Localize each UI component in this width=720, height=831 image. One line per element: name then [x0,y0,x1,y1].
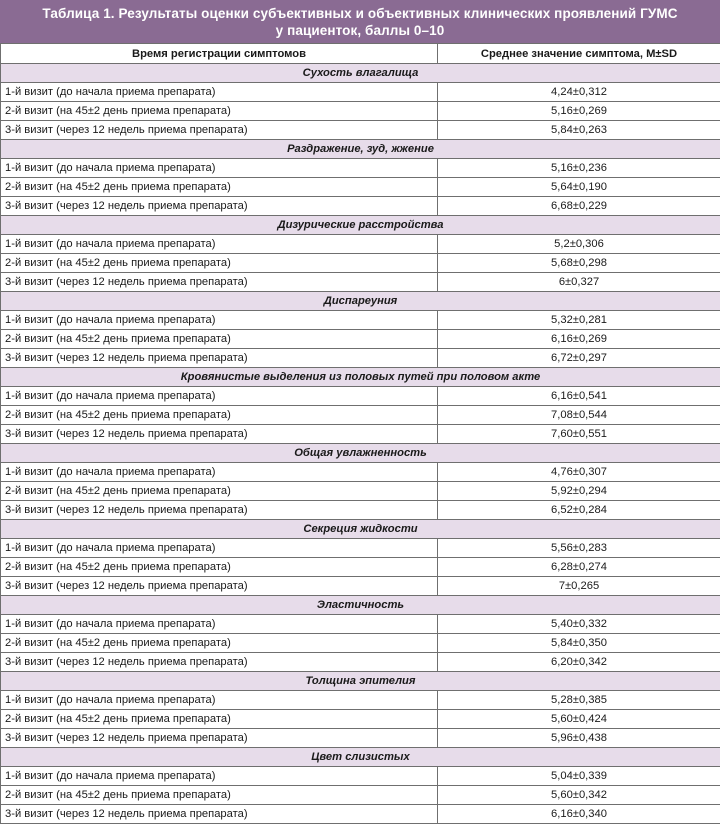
table-row [1,786,720,805]
section-row [1,520,720,539]
value-cell: 4,24±0,312 [438,83,720,102]
value-cell: 5,40±0,332 [438,615,720,634]
value-cell: 6,68±0,229 [438,197,720,216]
section-title: Сухость влагалища [1,64,720,83]
table-row [1,235,720,254]
visit-cell: 2-й визит (на 45±2 день приема препарата) [1,482,438,501]
table-row [1,482,720,501]
table-title-line1: Таблица 1. Результаты оценки субъективных и объективных клинических проявлений ГУМС [42,6,678,21]
section-title: Кровянистые выделения из половых путей при половом акте [1,368,720,387]
visit-cell: 1-й визит (до начала приема препарата) [1,311,438,330]
value-cell: 5,28±0,385 [438,691,720,710]
table-row [1,406,720,425]
section-row [1,64,720,83]
value-cell: 6,28±0,274 [438,558,720,577]
visit-cell: 1-й визит (до начала приема препарата) [1,159,438,178]
table-row [1,577,720,596]
visit-cell: 3-й визит (через 12 недель приема препарата) [1,501,438,520]
column-header-mean: Среднее значение симптома, M±SD [438,44,720,64]
value-cell: 5,60±0,424 [438,710,720,729]
visit-cell: 2-й визит (на 45±2 день приема препарата) [1,558,438,577]
visit-cell: 2-й визит (на 45±2 день приема препарата) [1,406,438,425]
table-row [1,197,720,216]
table-row [1,330,720,349]
table-row [1,463,720,482]
section-title: Раздражение, зуд, жжение [1,140,720,159]
table-row [1,634,720,653]
visit-cell: 2-й визит (на 45±2 день приема препарата) [1,102,438,121]
section-row [1,368,720,387]
table-row [1,311,720,330]
section-row [1,596,720,615]
column-header-time: Время регистрации симптомов [1,44,438,64]
section-title: Секреция жидкости [1,520,720,539]
visit-cell: 2-й визит (на 45±2 день приема препарата) [1,710,438,729]
visit-cell: 3-й визит (через 12 недель приема препарата) [1,577,438,596]
section-row [1,292,720,311]
value-cell: 6,52±0,284 [438,501,720,520]
section-title: Цвет слизистых [1,748,720,767]
visit-cell: 1-й визит (до начала приема препарата) [1,767,438,786]
section-title: Общая увлажненность [1,444,720,463]
visit-cell: 2-й визит (на 45±2 день приема препарата) [1,786,438,805]
value-cell: 5,84±0,263 [438,121,720,140]
visit-cell: 2-й визит (на 45±2 день приема препарата) [1,178,438,197]
visit-cell: 2-й визит (на 45±2 день приема препарата) [1,254,438,273]
visit-cell: 3-й визит (через 12 недель приема препарата) [1,729,438,748]
table-row [1,558,720,577]
table-row [1,729,720,748]
table-title [0,0,720,43]
value-cell: 5,16±0,236 [438,159,720,178]
table-row [1,691,720,710]
visit-cell: 1-й визит (до начала приема препарата) [1,463,438,482]
value-cell: 6,16±0,340 [438,805,720,824]
visit-cell: 1-й визит (до начала приема препарата) [1,615,438,634]
visit-cell: 3-й визит (через 12 недель приема препарата) [1,349,438,368]
table-row [1,254,720,273]
table-body [1,64,720,824]
value-cell: 6,16±0,541 [438,387,720,406]
visit-cell: 3-й визит (через 12 недель приема препарата) [1,425,438,444]
visit-cell: 3-й визит (через 12 недель приема препарата) [1,653,438,672]
visit-cell: 3-й визит (через 12 недель приема препарата) [1,273,438,292]
section-title: Толщина эпителия [1,672,720,691]
section-title: Эластичность [1,596,720,615]
table-row [1,653,720,672]
value-cell: 5,68±0,298 [438,254,720,273]
section-row [1,444,720,463]
value-cell: 5,16±0,269 [438,102,720,121]
value-cell: 5,60±0,342 [438,786,720,805]
section-row [1,140,720,159]
results-table [0,43,720,824]
value-cell: 6,16±0,269 [438,330,720,349]
table-row [1,767,720,786]
table-row [1,102,720,121]
section-title: Диспареуния [1,292,720,311]
visit-cell: 1-й визит (до начала приема препарата) [1,691,438,710]
section-row [1,748,720,767]
visit-cell: 3-й визит (через 12 недель приема препарата) [1,197,438,216]
value-cell: 5,2±0,306 [438,235,720,254]
section-title: Дизурические расстройства [1,216,720,235]
table-row [1,178,720,197]
table-row [1,425,720,444]
value-cell: 5,96±0,438 [438,729,720,748]
table-row [1,805,720,824]
table-row [1,159,720,178]
value-cell: 5,56±0,283 [438,539,720,558]
value-cell: 6,72±0,297 [438,349,720,368]
table-title-line2: у пациенток, баллы 0–10 [275,23,445,38]
table-row [1,615,720,634]
value-cell: 5,32±0,281 [438,311,720,330]
table-row [1,501,720,520]
value-cell: 5,84±0,350 [438,634,720,653]
table-row [1,710,720,729]
value-cell: 5,92±0,294 [438,482,720,501]
value-cell: 7,60±0,551 [438,425,720,444]
section-row [1,672,720,691]
visit-cell: 1-й визит (до начала приема препарата) [1,235,438,254]
value-cell: 6,20±0,342 [438,653,720,672]
value-cell: 6±0,327 [438,273,720,292]
visit-cell: 2-й визит (на 45±2 день приема препарата) [1,330,438,349]
visit-cell: 1-й визит (до начала приема препарата) [1,83,438,102]
visit-cell: 1-й визит (до начала приема препарата) [1,387,438,406]
table-row [1,349,720,368]
section-row [1,216,720,235]
value-cell: 7,08±0,544 [438,406,720,425]
visit-cell: 3-й визит (через 12 недель приема препарата) [1,121,438,140]
value-cell: 4,76±0,307 [438,463,720,482]
table-row [1,539,720,558]
header-row [1,44,720,64]
value-cell: 5,64±0,190 [438,178,720,197]
visit-cell: 2-й визит (на 45±2 день приема препарата) [1,634,438,653]
visit-cell: 1-й визит (до начала приема препарата) [1,539,438,558]
visit-cell: 3-й визит (через 12 недель приема препарата) [1,805,438,824]
value-cell: 7±0,265 [438,577,720,596]
table-row [1,121,720,140]
table-row [1,273,720,292]
table-row [1,387,720,406]
table-row [1,83,720,102]
value-cell: 5,04±0,339 [438,767,720,786]
